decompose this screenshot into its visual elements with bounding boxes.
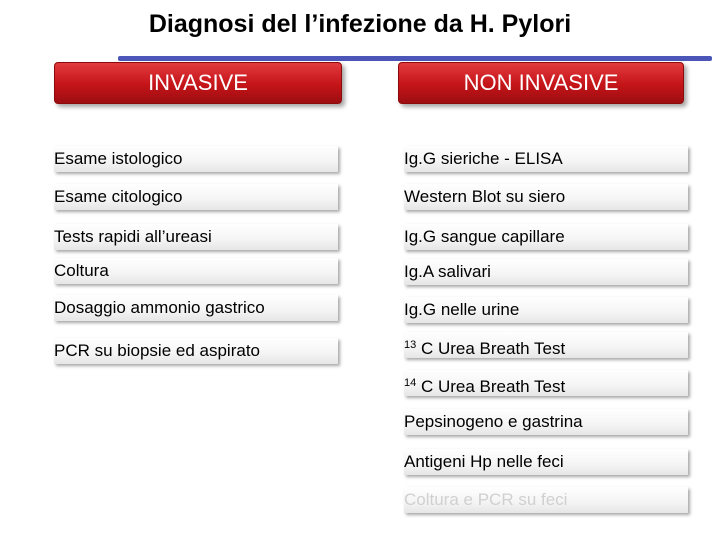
page-title: Diagnosi del l’infezione da H. Pylori bbox=[148, 10, 572, 38]
isotope-superscript: 14 bbox=[404, 377, 417, 389]
non-invasive-item bbox=[404, 370, 688, 396]
non-invasive-item: Ig.G sieriche - ELISA bbox=[404, 146, 688, 172]
invasive-item: Esame citologico bbox=[54, 184, 338, 210]
non-invasive-item: Coltura e PCR su feci bbox=[404, 487, 688, 513]
invasive-item: Tests rapidi all’ureasi bbox=[54, 224, 338, 250]
non-invasive-item: Ig.G sangue capillare bbox=[404, 224, 688, 250]
non-invasive-item-label: C Urea Breath Test bbox=[416, 377, 566, 396]
title-underline bbox=[118, 56, 712, 61]
header-non-invasive: NON INVASIVE bbox=[398, 62, 684, 104]
header-invasive: INVASIVE bbox=[54, 62, 342, 104]
non-invasive-item: Antigeni Hp nelle feci bbox=[404, 449, 688, 475]
invasive-item: Esame istologico bbox=[54, 146, 338, 172]
non-invasive-item: Pepsinogeno e gastrina bbox=[404, 409, 688, 435]
non-invasive-item: Ig.G nelle urine bbox=[404, 297, 688, 323]
non-invasive-item: Western Blot su siero bbox=[404, 184, 688, 210]
non-invasive-item-label: C Urea Breath Test bbox=[416, 339, 566, 358]
invasive-item: Dosaggio ammonio gastrico bbox=[54, 295, 338, 321]
invasive-item: Coltura bbox=[54, 258, 338, 284]
non-invasive-item bbox=[404, 332, 688, 358]
isotope-superscript: 13 bbox=[404, 339, 417, 351]
invasive-item: PCR su biopsie ed aspirato bbox=[54, 338, 338, 364]
non-invasive-item: Ig.A salivari bbox=[404, 259, 688, 285]
